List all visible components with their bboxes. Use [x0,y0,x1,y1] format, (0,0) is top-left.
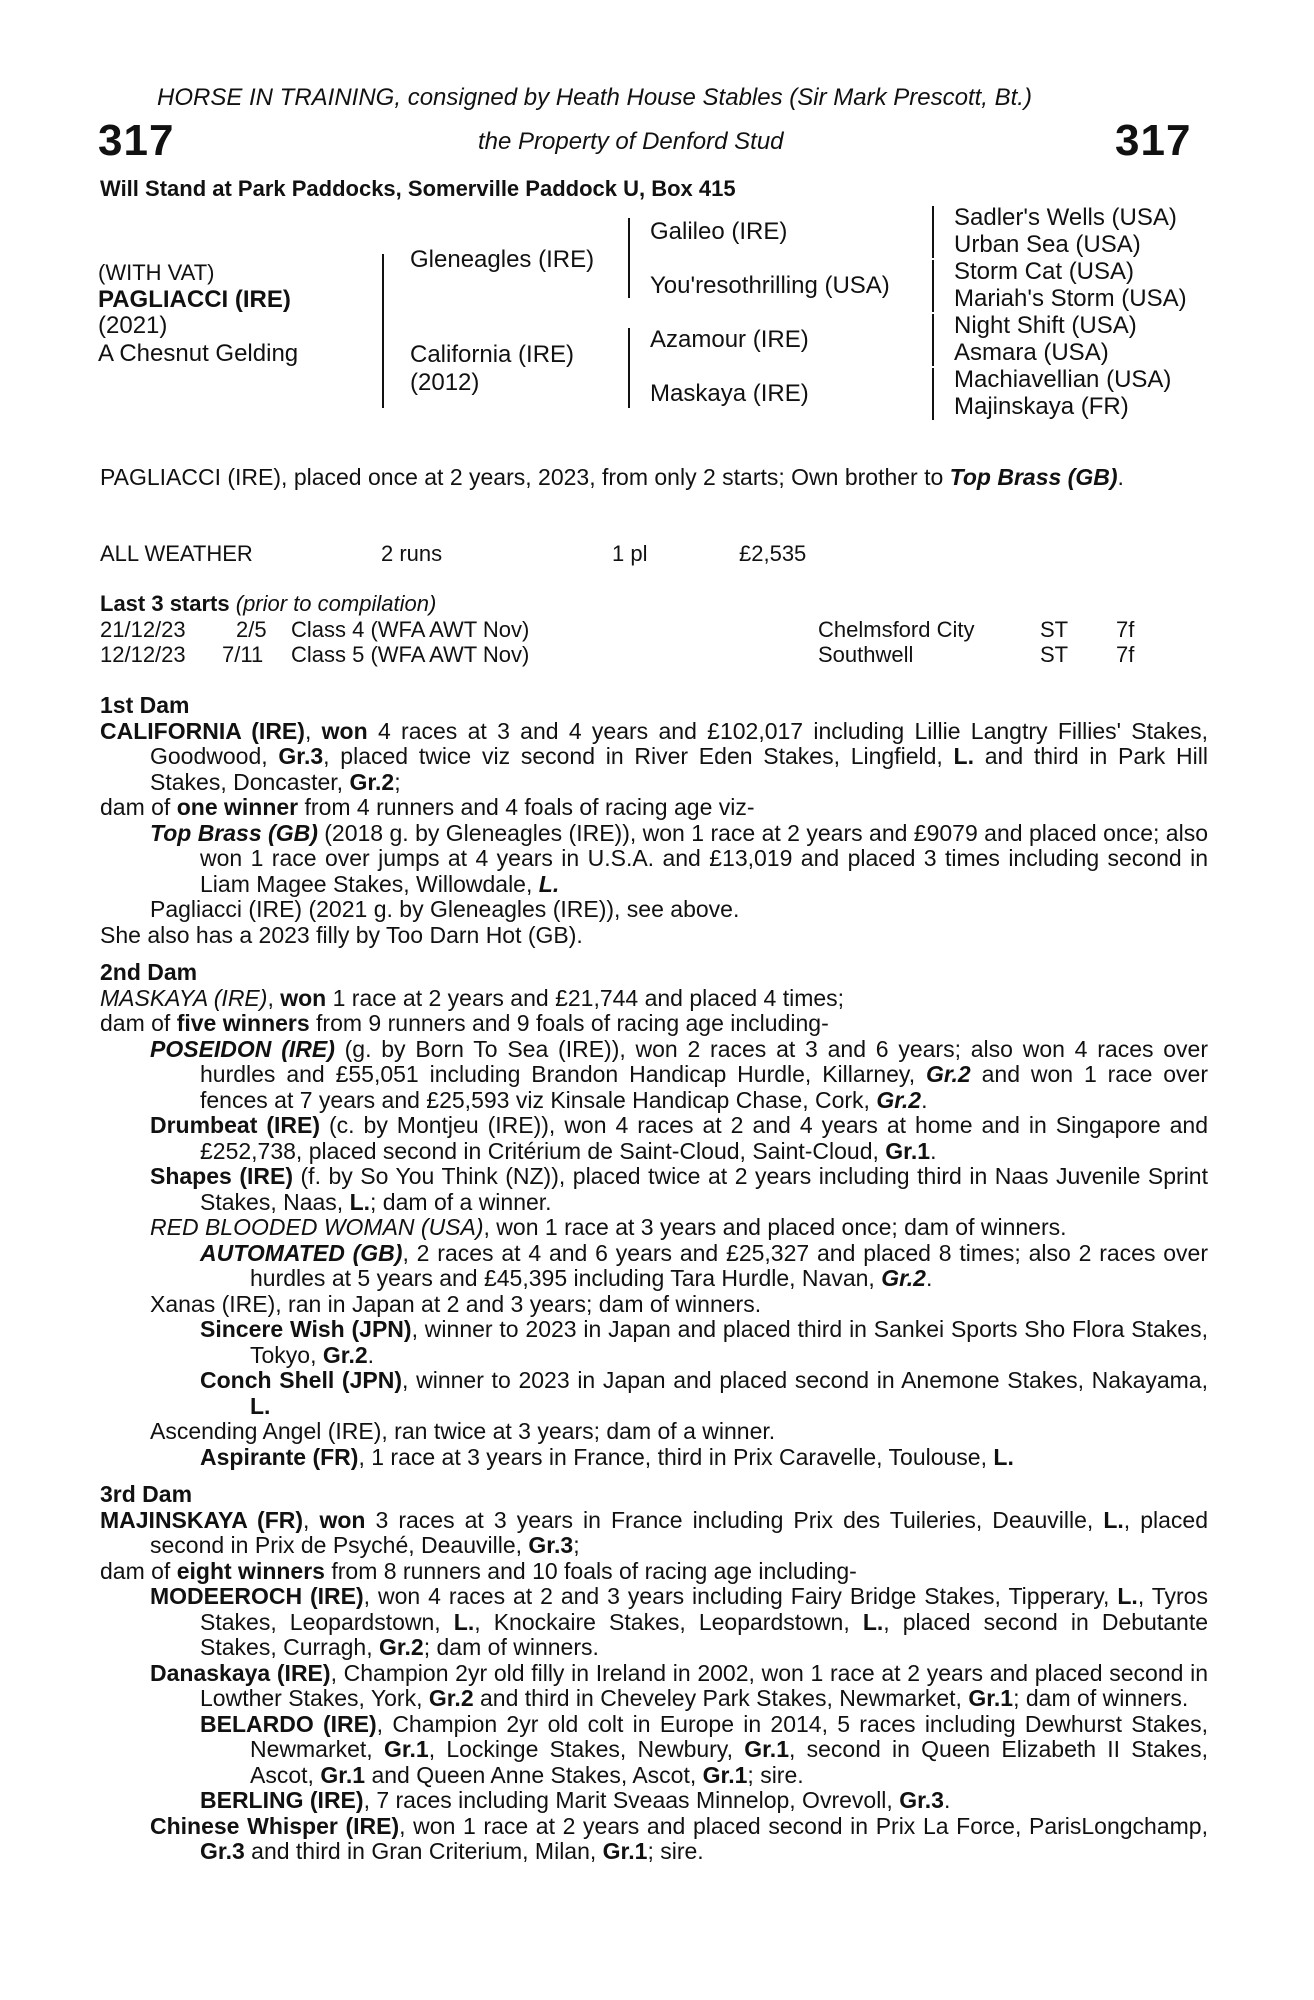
start-course: Chelmsford City [818,617,975,642]
text-run: MASKAYA (IRE) [100,984,268,1011]
pedigree-paragraph [100,1164,1208,1215]
pedigree-paragraph [100,1037,1208,1114]
text-run: , 2 races at 4 and 6 years and £25,327 and placed 8 times; also 2 races over hurdles at 5 years and £45,395 including Tara Hurdle, Navan, [250,1239,1209,1291]
pedigree-gen4-7: Machiavellian (USA) [954,366,1172,393]
text-run: , winner to 2023 in Japan and placed third in Sankei Sports Sho Flora Stakes, Tokyo, [250,1316,1208,1368]
start-going: ST [1040,642,1069,667]
text-run: Shapes (IRE) [150,1163,293,1189]
pedigree-paragraph [100,1215,1208,1241]
text-run: , Tyros Stakes, Leopardstown, [200,1583,1208,1635]
text-run: , placed twice viz second in River Eden Stakes, Lingfield, [323,743,954,769]
text-run: ; sire. [647,1838,704,1864]
text-run: , 1 race at 3 years in France, third in Prix Caravelle, Toulouse, [358,1443,994,1470]
dam-heading: 1st Dam [100,692,190,718]
pedigree-paragraph [100,923,1208,949]
start-distance: 7f [1116,617,1135,642]
text-run: Chinese Whisper (IRE) [150,1812,400,1839]
text-run: Gr.3 [200,1838,245,1864]
text-run: POSEIDON (IRE) [150,1035,335,1062]
text-run: Danaskaya (IRE) [150,1659,331,1686]
text-run: . [367,1341,375,1368]
pedigree-paragraph [100,1661,1208,1712]
lot-number-right: 317 [1115,116,1192,165]
text-run: , second in Queen Elizabeth II Stakes, Ascot, [250,1736,1208,1788]
text-run: MODEEROCH (IRE) [150,1583,364,1609]
text-run: RED BLOODED WOMAN (USA) [150,1214,484,1240]
text-run: BERLING (IRE) [200,1787,364,1813]
text-run: MAJINSKAYA (FR) [100,1506,304,1533]
summary-text: PAGLIACCI (IRE), placed once at 2 years, 2023, from only 2 starts; Own brother to [100,464,950,490]
text-run: from 9 runners and 9 foals of racing age including- [309,1010,829,1036]
pedigree-gen4-2: Urban Sea (USA) [954,231,1141,258]
pedigree-paragraph [100,1368,1208,1419]
text-run: Gr.2 [881,1265,926,1291]
text-run: L. [349,1188,371,1215]
pedigree-gen4-4: Mariah's Storm (USA) [954,285,1187,312]
text-run: dam of [100,1557,177,1584]
text-run: five winners [176,1010,310,1036]
text-run: , Champion 2yr old colt in Europe in 2014, 5 races including Dewhurst Stakes, Newmarket, [250,1710,1208,1762]
text-run: , won 4 races at 2 and 3 years including Fairy Bridge Stakes, Tipperary, [363,1583,1118,1609]
pedigree-paragraph [100,1292,1208,1318]
text-run: and third in Cheveley Park Stakes, Newmarket, [473,1685,969,1711]
text-run: 1 race at 2 years and £21,744 and placed 4 times; [326,984,845,1011]
start-position: 2/5 [236,617,267,642]
text-run: Pagliacci (IRE) (2021 g. by Gleneagles (IRE)), see above. [150,896,740,922]
text-run: Gr.1 [885,1137,931,1164]
pedigree-sire-sire: Galileo (IRE) [650,218,788,245]
text-run: L. [862,1608,884,1635]
text-run: , placed second in Prix de Psyché, Deauville, [150,1506,1208,1558]
start-course: Southwell [818,642,914,667]
pedigree-sire-dam: You'resothrilling (USA) [650,272,890,299]
text-run: Conch Shell (JPN) [200,1367,402,1393]
horse-name: PAGLIACCI (IRE) [98,286,291,313]
text-run: , won 1 race at 3 years and placed once; dam of winners. [483,1214,1067,1240]
text-run: dam of [100,794,177,820]
record-runs: 2 runs [381,541,443,566]
text-run: from 4 runners and 4 foals of racing age viz- [298,794,755,820]
brace-gen3-2 [932,260,934,312]
text-run: Gr.3 [278,743,324,769]
text-run: from 8 runners and 10 foals of racing age including- [324,1557,857,1584]
text-run: L. [453,1608,475,1635]
text-run: ; dam of winners. [1013,1685,1189,1711]
pedigree-gen4-8: Majinskaya (FR) [954,393,1129,420]
pedigree-paragraph [100,1788,1208,1814]
text-run: Gr.1 [320,1761,366,1788]
pedigree-gen4-1: Sadler's Wells (USA) [954,204,1177,231]
text-run: She also has a 2023 filly by Too Darn Hot (GB). [100,921,583,948]
pedigree-paragraph [100,821,1208,898]
pedigree-paragraph [100,719,1208,796]
dam-sections [100,693,1208,1865]
start-position: 7/11 [222,642,264,667]
pedigree-paragraph [100,1559,1208,1585]
text-run: and third in Park Hill Stakes, Doncaster, [150,743,1208,795]
text-run: won [319,1506,366,1533]
pedigree-paragraph [100,1814,1208,1865]
lot-number-left: 317 [98,116,175,165]
text-run: and won 1 race over fences at 7 years and £25,593 viz Kinsale Handicap Chase, Cork, [200,1061,1208,1113]
text-run: ; dam of a winner. [370,1188,552,1215]
text-run: ; [573,1532,580,1558]
text-run: Aspirante (FR) [200,1443,359,1470]
text-run: Gr.1 [602,1838,648,1864]
brace-gen3-1 [932,206,934,258]
start-class: Class 4 (WFA AWT Nov) [291,617,530,642]
text-run: Gr.1 [968,1685,1014,1711]
text-run: L. [993,1443,1014,1470]
text-run: . [930,1137,937,1164]
text-run: Gr.1 [702,1761,748,1788]
pedigree-paragraph [100,1419,1208,1445]
brace-gen2-bottom [628,328,630,408]
text-run: L. [953,743,974,769]
text-run: BELARDO (IRE) [200,1710,377,1737]
text-run: , winner to 2023 in Japan and placed second in Anemone Stakes, Nakayama, [402,1367,1208,1393]
dam-heading: 3rd Dam [100,1481,193,1507]
text-run: , Champion 2yr old filly in Ireland in 2002, won 1 race at 2 years and placed second in Lowther Stakes, York, [200,1659,1208,1711]
text-run: . [943,1787,951,1813]
text-run: (g. by Born To Sea (IRE)), won 2 races at 3 and 6 years; also won 4 races over hurdles and £55,051 including Brandon Handicap Hurdle, Killarney, [200,1035,1209,1087]
text-run: 3 races at 3 years in France including Prix des Tuileries, Deauville, [365,1506,1104,1533]
text-run: dam of [100,1010,177,1036]
text-run: and Queen Anne Stakes, Ascot, [365,1761,703,1788]
text-run: Gr.2 [349,768,395,795]
horse-year: (2021) [98,312,168,339]
pedigree-paragraph [100,1241,1208,1292]
record-placed: 1 pl [612,541,648,566]
text-run: Xanas (IRE), ran in Japan at 2 and 3 years; dam of winners. [150,1290,762,1317]
text-run: , Knockaire Stakes, Leopardstown, [474,1608,863,1635]
text-run: L. [250,1392,271,1419]
pedigree-paragraph [100,1712,1208,1789]
consignor-line: HORSE IN TRAINING, consigned by Heath House Stables (Sir Mark Prescott, Bt.) [157,84,1032,111]
text-run: Gr.2 [322,1341,368,1368]
text-run: , [303,1506,320,1533]
text-run: Gr.2 [428,1685,474,1711]
pedigree-paragraph [100,1011,1208,1037]
start-date: 12/12/23 [100,642,186,667]
text-run: , 7 races including Marit Sveaas Minnelop, Ovrevoll, [363,1787,900,1813]
text-run: Gr.2 [378,1634,424,1660]
text-run: won [280,984,327,1011]
text-run: Gr.3 [528,1532,574,1558]
race-summary [100,465,1208,491]
brace-gen3-4 [932,368,934,420]
vat-label: (WITH VAT) [98,260,215,285]
pedigree-gen4-5: Night Shift (USA) [954,312,1137,339]
text-run: won [321,717,368,744]
own-brother-name: Top Brass (GB) [949,464,1118,490]
dam-heading: 2nd Dam [100,959,198,985]
text-run: Gr.2 [925,1061,971,1087]
text-run: . [921,1086,928,1113]
pedigree-paragraph [100,1113,1208,1164]
text-run: (f. by So You Think (NZ)), placed twice at 2 years including third in Naas Juvenile Sprint Stakes, Naas, [200,1163,1208,1215]
pedigree-dam-sire: Azamour (IRE) [650,326,809,353]
pedigree-dam: California (IRE) [410,341,575,368]
text-run: , placed second in Debutante Stakes, Curragh, [200,1608,1209,1660]
text-run: and third in Gran Criterium, Milan, [244,1838,603,1864]
pedigree-paragraph [100,1317,1208,1368]
text-run: Gr.1 [744,1736,789,1762]
text-run: Gr.1 [383,1736,429,1762]
stand-location: Will Stand at Park Paddocks, Somerville Paddock U, Box 415 [100,176,736,201]
start-going: ST [1040,617,1069,642]
brace-gen2-top [628,218,630,298]
pedigree-gen4-6: Asmara (USA) [954,339,1109,366]
pedigree-sire: Gleneagles (IRE) [410,246,595,273]
text-run: ; dam of winners. [423,1634,599,1660]
start-class: Class 5 (WFA AWT Nov) [291,642,530,667]
text-run: one winner [176,794,299,820]
pedigree-paragraph [100,1584,1208,1661]
text-run: Sincere Wish (JPN) [200,1316,412,1342]
brace-gen3-3 [932,314,934,366]
text-run: L. [538,870,560,897]
start-distance: 7f [1116,642,1135,667]
text-run: , [267,984,281,1011]
text-run: Drumbeat (IRE) [150,1112,320,1138]
text-run: . [925,1265,933,1291]
text-run: eight winners [176,1557,325,1584]
text-run: Ascending Angel (IRE), ran twice at 3 years; dam of a winner. [150,1418,776,1444]
text-run: (c. by Montjeu (IRE)), won 4 races at 2 and 4 years at home and in Singapore and £252,738, placed second in Critérium de Saint-Cloud, Saint-Cloud, [200,1112,1208,1164]
record-prize: £2,535 [739,541,807,566]
property-line: the Property of Denford Stud [478,128,784,155]
text-run: , [304,717,322,744]
text-run: (2018 g. by Gleneagles (IRE)), won 1 race at 2 years and £9079 and placed once; also won 1 race over jumps at 4 years in U.S.A. and £13,019 and placed 3 times including second in Liam Magee Stakes, Willowdale, [200,819,1208,897]
text-run: , won 1 race at 2 years and placed second in Prix La Force, ParisLongchamp, [399,1812,1208,1839]
text-run: ; [394,768,401,795]
last-starts-heading: Last 3 starts [100,591,230,616]
brace-gen1 [382,254,384,408]
pedigree-paragraph [100,795,1208,821]
start-date: 21/12/23 [100,617,186,642]
text-run: ; sire. [747,1761,804,1788]
pedigree-paragraph [100,897,1208,923]
text-run: 4 races at 3 and 4 years and £102,017 including Lillie Langtry Fillies' Stakes, Goodwood, [150,717,1209,769]
text-run: Gr.3 [899,1787,944,1813]
pedigree-paragraph [100,1508,1208,1559]
pedigree-dam-year: (2012) [410,369,480,396]
horse-description: A Chesnut Gelding [98,340,299,367]
pedigree-paragraph [100,986,1208,1012]
summary-end: . [1117,464,1124,490]
text-run: Gr.2 [876,1086,922,1113]
pedigree-dam-dam: Maskaya (IRE) [650,380,809,407]
text-run: CALIFORNIA (IRE) [100,717,305,744]
text-run: L. [1103,1506,1124,1533]
text-run: L. [1117,1583,1138,1609]
pedigree-paragraph [100,1445,1208,1471]
text-run: , Lockinge Stakes, Newbury, [428,1736,745,1762]
pedigree-gen4-3: Storm Cat (USA) [954,258,1135,285]
last-starts-note: (prior to compilation) [235,591,437,616]
text-run: Top Brass (GB) [150,819,318,846]
text-run: AUTOMATED (GB) [200,1239,403,1266]
record-surface: ALL WEATHER [100,541,253,566]
